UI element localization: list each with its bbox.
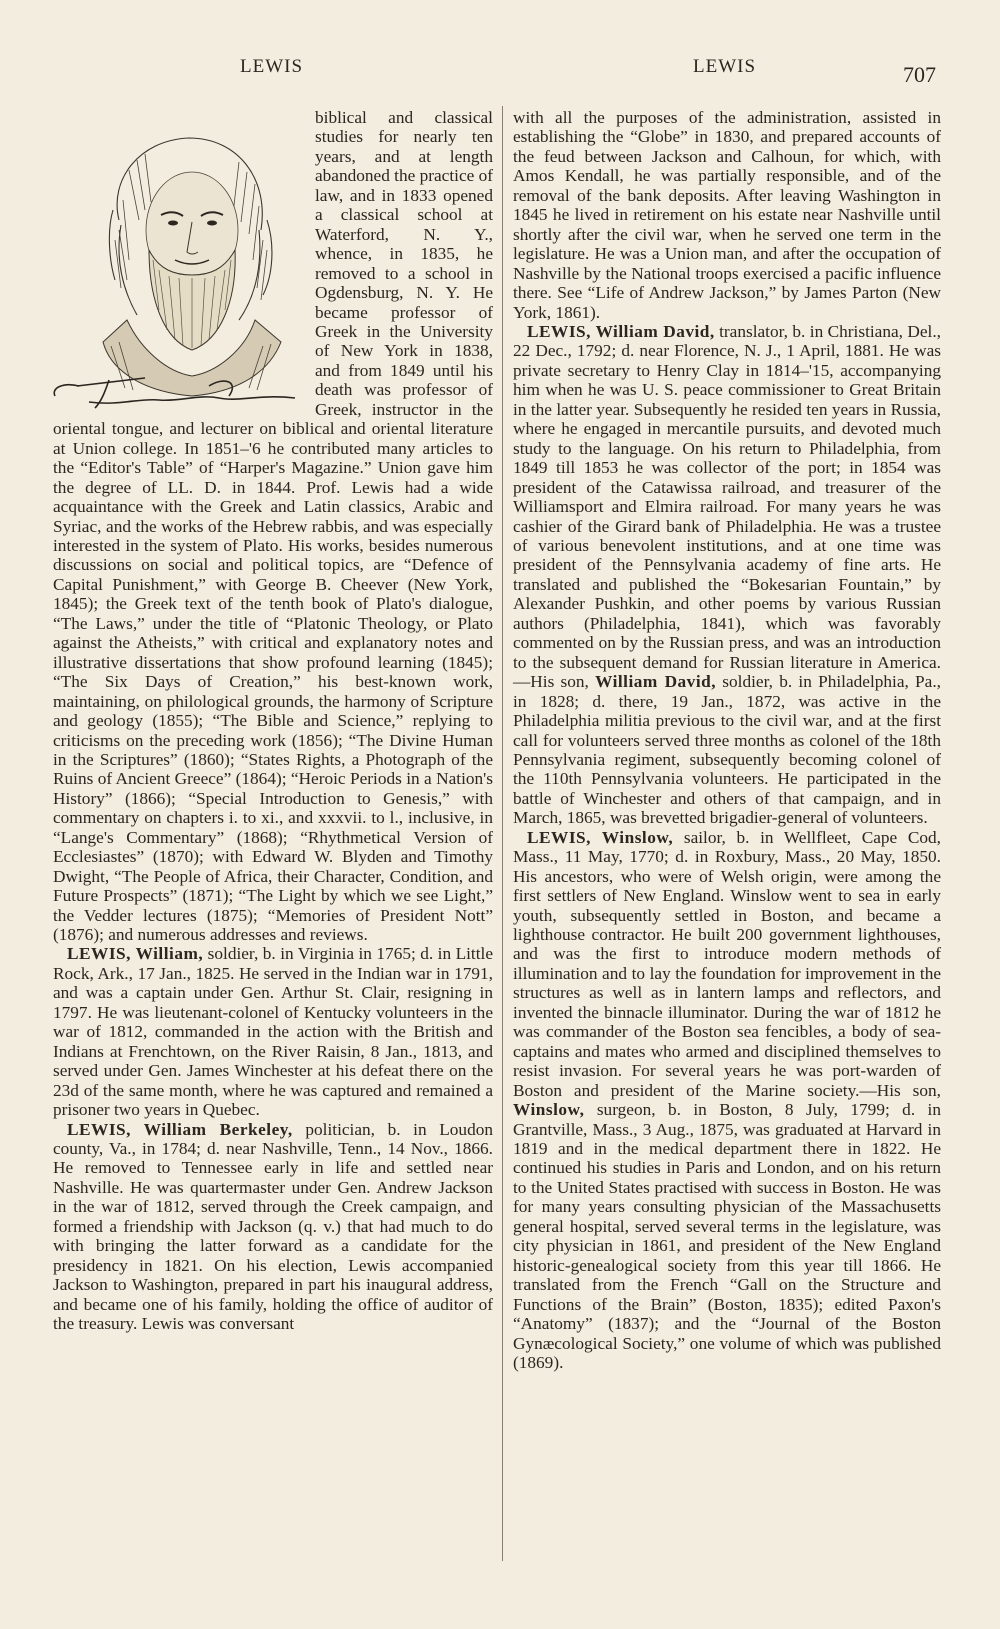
left-running-head: LEWIS <box>240 56 304 77</box>
headword: LEWIS, William David, <box>527 321 715 341</box>
right-column <box>513 108 941 1372</box>
son-name: Winslow, <box>513 1100 585 1120</box>
entry-william-berkeley-lewis <box>53 1120 493 1334</box>
left-column <box>53 108 493 1334</box>
entry-text: soldier, b. in Philadelphia, Pa., in 1828; d. there, 19 Jan., 1872, was active in the Philadelphia militia previous to the civil war, and at the first call for volunteers served three months as colonel of the 18th Pennsylvania regiment, subsequently becoming colonel of the 110th Pennsylvania volunteers. He participated in the battle of Winchester and others of that campaign, and in March, 1865, was brevetted brigadier-general of volunteers. <box>513 672 941 828</box>
headword: LEWIS, William, <box>67 944 204 964</box>
entry-text: sailor, b. in Wellfleet, Cape Cod, Mass., 11 May, 1770; d. in Roxbury, Mass., 20 May, 1850. His ancestors, who were of Welsh origin, were among the first settlers of New England. Winslow went to sea in early youth, subsequently settled in Boston, and became a lighthouse contractor. He built 200 government lighthouses, and was the first to introduce modern methods of illumination and to lay the foundation for improvement in the structures as well as in lantern lamps and reflectors, and invented the binnacle illuminator. During the war of 1812 he was commander of the Boston sea fencibles, a body of sea-captains and mates who armed and disciplined themselves to resist invasion. For several years he was port-warden of Boston and president of the Marine society.—His son, <box>513 827 941 1100</box>
continuation-text: biblical and classical studies for nearly ten years, and at length abandoned the practice of law, and in 1833 opened a classical school at Waterford, N. Y., whence, in 1835, he removed to a school in Ogdensburg, N. Y. He became professor of Greek in the University of New York in 1838, and from 1849 until his death was professor of Greek, instructor in the oriental tongue, and lecturer on biblical and oriental literature at Union college. In 1851–'6 he contributed many articles to the “Editor's Table” of “Harper's Magazine.” Union gave him the degree of LL. D. in 1844. Prof. Lewis had a wide acquaintance with the Greek and Latin classics, Arabic and Syriac, and the works of the Hebrew rabbis, and was especially interested in the system of Plato. His works, besides numerous discussions on social and political topics, are “Defence of Capital Punishment,” with George B. Cheever (New York, 1845); the Greek text of the tenth book of Plato's dialogue, “The Laws,” under the title of “Platonic Theology, or Plato against the Atheists,” with critical and explanatory notes and illustrative dissertations that show profound learning (1845); “The Six Days of Creation,” his best-known work, maintaining, on philological grounds, the harmony of Scripture and geology (1855); “The Bible and Science,” replying to criticisms on the preceding work (1856); “The Divine Human in the Scriptures” (1860); “States Rights, a Photograph of the Ruins of Ancient Greece” (1864); “Heroic Periods in a Nation's History” (1866); “Special Introduction to Genesis,” with commentary on chapters i. to xi., and xxxvii. to l., inclusive, in “Lange's Commentary” (1868); “Rhythmetical Version of Ecclesiastes” (1870); with Edward W. Blyden and Timothy Dwight, “The People of Africa, their Character, Condition, and Future Prospects” (1871); “The Light by which we see Light,” the Vedder lectures (1875); “Memories of President Nott” (1876); and numerous addresses and reviews. <box>53 108 494 945</box>
entry-winslow-lewis <box>513 828 941 1373</box>
continued-entry-text <box>53 108 493 944</box>
portrait-engraving <box>49 110 307 412</box>
entry-text: politician, b. in Loudon county, Va., in 1784; d. near Nashville, Tenn., 14 Nov., 1866. He removed to Tennessee early in life and settled near Nashville. He was quartermaster under Gen. Andrew Jackson in the war of 1812, served through the Creek campaign, and formed a friendship with Jackson (q. v.) that had much to do with bringing the latter forward as a candidate for the presidency in 1821. On his election, Lewis accompanied Jackson to Washington, prepared in part his inaugural address, and became one of his family, holding the office of auditor of the treasury. Lewis was conversant <box>53 1119 493 1334</box>
headword: LEWIS, Winslow, <box>527 827 674 847</box>
headword: LEWIS, William Berkeley, <box>67 1119 293 1139</box>
portrait-image <box>49 110 307 412</box>
column-divider <box>502 106 503 1561</box>
son-name: William David, <box>595 672 717 692</box>
right-running-head: LEWIS <box>693 56 757 77</box>
entry-text: soldier, b. in Virginia in 1765; d. in Little Rock, Ark., 17 Jan., 1825. He served in the Indian war in 1791, and was a captain under Gen. Arthur St. Clair, resigning in 1797. He was lieutenant-colonel of Kentucky volunteers in the war of 1812, commanded in the action with the British and Indians at Frenchtown, on the River Raisin, 8 Jan., 1813, and served under Gen. James Winchester at his defeat there on the 23d of the same month, where he was captured and remained a prisoner two years in Quebec. <box>53 944 494 1120</box>
entry-text: surgeon, b. in Boston, 8 July, 1799; d. in Grantville, Mass., 3 Aug., 1875, was graduated at Harvard in 1819 and in the medical department there in 1822. He continued his studies in Paris and London, and on his return to the United States practised with success in Boston. He was for many years consulting physician of the Massachusetts general hospital, served several terms in the legislature, was city physician in 1861, and president of the New England historic-genealogical society from this year till 1866. He translated from the French “Gall on the Structure and Functions of the Brain” (Boston, 1835); edited Paxon's “Anatomy” (1837); and the “Journal of the Boston Gynæcological Society,” one volume of which was published (1869). <box>513 1100 941 1372</box>
page-number: 707 <box>903 62 936 87</box>
entry-william-lewis <box>53 944 493 1119</box>
entry-text: translator, b. in Christiana, Del., 22 Dec., 1792; d. near Florence, N. J., 1 April, 1881. He was private secretary to Henry Clay in 1814–'15, accompanying him when he was U. S. peace commissioner to Great Britain in the latter year. Subsequently he resided ten years in Russia, where he engaged in mercantile pursuits, and devoted much study to the language. On his return to Philadelphia, from 1849 till 1853 he was collector of the port; in 1854 was president of the Catawissa railroad, and treasurer of the Williamsport and Elmira railroad. For many years he was cashier of the Girard bank of Philadelphia. He was a trustee of various benevolent institutions, and at one time was president of the Pennsylvania academy of fine arts. He translated and published the “Bokesarian Fountain,” by Alexander Pushkin, and other poems by various Russian authors (Philadelphia, 1841), which was favorably commented on by the Russian press, and was an introduction to the subsequent demand for Russian literature in America.—His son, <box>513 321 941 692</box>
entry-william-david-lewis <box>513 322 941 828</box>
continued-entry-text: with all the purposes of the administration, assisted in establishing the “Globe” in 1830, and prepared accounts of the feud between Jackson and Calhoun, for which, with Amos Kendall, he was partially responsible, and of the removal of the bank deposits. After leaving Washington in 1845 he lived in retirement on his estate near Nashville until shortly after the civil war, when he served one term in the legislature. He was a Union man, and after the occupation of Nashville by the National troops exercised a pacific influence there. See “Life of Andrew Jackson,” by James Parton (New York, 1861). <box>513 108 941 322</box>
